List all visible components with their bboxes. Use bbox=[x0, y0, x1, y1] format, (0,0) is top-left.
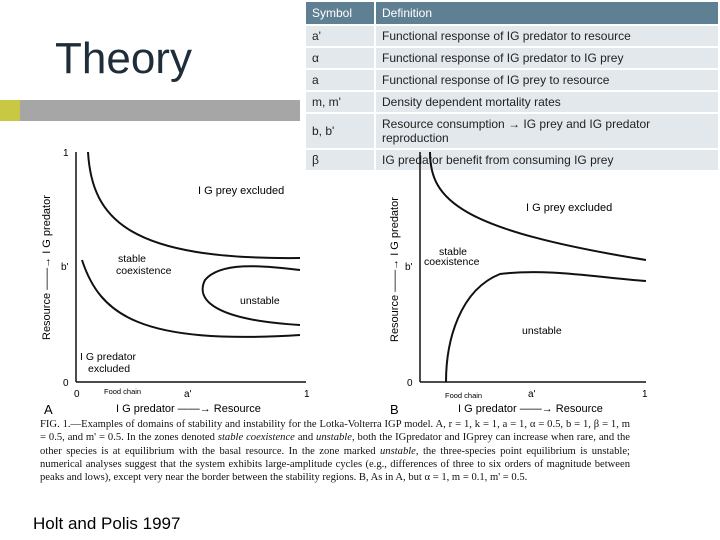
header-definition: Definition bbox=[376, 2, 718, 24]
panel-a-x-tick-1: 1 bbox=[304, 389, 310, 400]
row-definition: Density dependent mortality rates bbox=[376, 92, 718, 112]
table-row bbox=[306, 92, 718, 112]
caption-mid1: and bbox=[294, 432, 317, 444]
figure bbox=[30, 140, 670, 425]
stability-diagrams bbox=[30, 140, 670, 420]
caption-mid2: , both the IGpredator and IGprey can increase when rare, and the other species is at equilibrium with the basal resource. In the zone marked bbox=[40, 432, 630, 457]
panel-a-label-coexistence: coexistence bbox=[116, 265, 172, 277]
panel-a-label-unstable: unstable bbox=[240, 295, 280, 307]
caption-unstable-2: unstable bbox=[379, 445, 416, 457]
table-row bbox=[306, 26, 718, 46]
caption-lead: FIG. 1.—Examples of domains of stability and instability for the Lotka-Volterra IGP model. A, r = 1, k = 1, a = 1, α = 0.5, b = 1, β = 1, m = 0.5, and m' = 0.5. In the zones denoted bbox=[40, 419, 630, 444]
row-definition: IG predator benefit from consuming IG prey bbox=[376, 150, 718, 170]
citation: Holt and Polis 1997 bbox=[33, 514, 181, 533]
figure-caption bbox=[40, 418, 630, 484]
panel-b-y-axis-label: Resource ——→ I G predator bbox=[389, 197, 401, 342]
header-symbol: Symbol bbox=[306, 2, 376, 24]
panel-b bbox=[389, 152, 648, 417]
slide-title: Theory bbox=[55, 34, 192, 83]
panel-b-x-tick-1: 1 bbox=[642, 389, 648, 400]
panel-a bbox=[41, 148, 310, 417]
panel-a-boundary-prey bbox=[88, 152, 300, 258]
panel-b-label-unstable: unstable bbox=[522, 325, 562, 337]
panel-a-food-chain: Food chain bbox=[104, 387, 142, 396]
symbol-table-header bbox=[306, 2, 718, 24]
panel-b-food-chain: Food chain bbox=[445, 391, 483, 400]
panel-a-label-pred: I G predator bbox=[80, 351, 137, 363]
row-definition: Functional response of IG predator to IG prey bbox=[376, 48, 718, 68]
caption-stable: stable coexistence bbox=[217, 432, 295, 444]
row-symbol: b, b' bbox=[306, 114, 376, 148]
row-symbol: a' bbox=[306, 26, 376, 46]
panel-b-x-tick-a: a' bbox=[528, 389, 536, 400]
panel-b-y-tick-0: 0 bbox=[407, 378, 413, 389]
title-accent-square bbox=[0, 100, 20, 121]
row-definition: Functional response of IG predator to resource bbox=[376, 26, 718, 46]
panel-a-x-tick-0: 0 bbox=[74, 389, 80, 400]
panel-a-y-tick-1: 1 bbox=[63, 148, 69, 159]
row-symbol: β bbox=[306, 150, 376, 170]
row-definition: Resource consumption → IG prey and IG predator reproduction bbox=[376, 114, 718, 148]
row-symbol: a bbox=[306, 70, 376, 90]
row-symbol: m, m' bbox=[306, 92, 376, 112]
panel-a-y-tick-b: b' bbox=[61, 262, 69, 273]
caption-tail: , the three-species point equilibrium is unstable; numerical analyses suggest that the system exhibits large-amplitude cycles (e.g., differences of three to six orders of magnitude between peaks and lows), except very near the border between the stability regions. B, As in A, but α = 1, m = 0.1, m' = 0.5. bbox=[40, 445, 631, 484]
panel-a-label-excluded: excluded bbox=[88, 363, 131, 375]
table-row bbox=[306, 48, 718, 68]
panel-b-x-axis-label: I G predator ——→ Resource bbox=[458, 403, 603, 415]
panel-b-label-prey-excluded: I G prey excluded bbox=[526, 202, 613, 214]
title-accent-bar bbox=[0, 100, 300, 121]
caption-unstable: unstable bbox=[316, 432, 352, 444]
panel-a-y-tick-0: 0 bbox=[63, 378, 69, 389]
table-row bbox=[306, 70, 718, 90]
panel-b-label-coexistence: coexistence bbox=[424, 256, 480, 268]
panel-a-label-stable: stable bbox=[118, 253, 147, 265]
panel-a-x-tick-a: a' bbox=[184, 389, 192, 400]
panel-b-letter: B bbox=[390, 402, 399, 417]
panel-a-label-prey-excluded: I G prey excluded bbox=[198, 185, 285, 197]
panel-a-x-axis-label: I G predator ——→ Resource bbox=[116, 403, 261, 415]
panel-a-letter: A bbox=[44, 402, 53, 417]
panel-a-y-axis-label: Resource ——→ I G predator bbox=[41, 195, 53, 340]
row-definition: Functional response of IG prey to resource bbox=[376, 70, 718, 90]
row-symbol: α bbox=[306, 48, 376, 68]
panel-b-y-tick-b: b' bbox=[405, 262, 413, 273]
panel-b-label-stable: stable bbox=[439, 246, 468, 258]
